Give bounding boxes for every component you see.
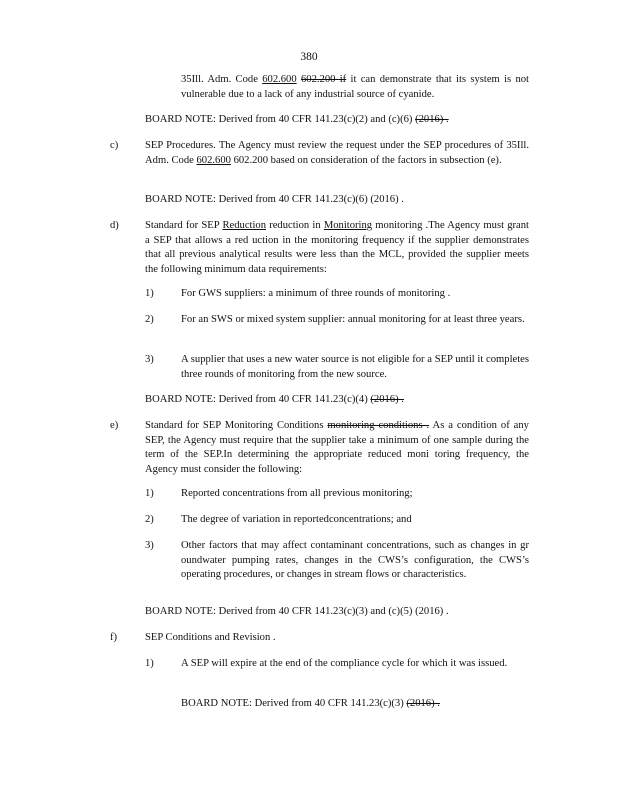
item-number: 3) bbox=[145, 540, 154, 551]
item-number: 2) bbox=[145, 314, 154, 325]
item-number: 1) bbox=[145, 288, 154, 299]
subsection-label-d: d) bbox=[110, 220, 119, 231]
text-segment: SEP Procedures. The Agency must review the request under the SEP procedures of 35Ill. Adm. Code bbox=[145, 140, 529, 166]
subsection-c-text bbox=[145, 139, 529, 168]
intro-text-pre: 35Ill. Adm. Code bbox=[181, 74, 263, 85]
text-segment: Standard for SEP Monitoring Conditions bbox=[145, 420, 328, 431]
page-number: 380 bbox=[300, 51, 318, 63]
board-note-text: BOARD NOTE: Derived from 40 CFR 141.23(c)(3) bbox=[181, 698, 407, 709]
item-number: 1) bbox=[145, 488, 154, 499]
subsection-e-text bbox=[145, 419, 529, 477]
deleted-text: monitoring conditions . bbox=[327, 420, 430, 431]
deleted-text: 602.200 if bbox=[300, 74, 347, 85]
board-note: BOARD NOTE: Derived from 40 CFR 141.23(c)(6) (2016) . bbox=[145, 194, 404, 205]
board-note-text: BOARD NOTE: Derived from 40 CFR 141.23(c)(4) bbox=[145, 394, 371, 405]
intro-text-post: it can demonstrate that its system is not vulnerable due to a lack of any industrial source of cyanide. bbox=[181, 74, 529, 100]
item-text: A SEP will expire at the end of the compliance cycle for which it was issued. bbox=[181, 658, 508, 669]
subsection-d-text bbox=[145, 219, 529, 277]
text-segment: 602.200 based on consideration of the factors in subsection (e). bbox=[230, 154, 502, 166]
subsection-label-f: f) bbox=[110, 632, 118, 643]
subsection-label-c: c) bbox=[110, 140, 119, 151]
item-text: A supplier that uses a new water source is not eligible for a SEP until it completes three rounds of monitoring from the new source. bbox=[181, 354, 529, 380]
subsection-f-heading: SEP Conditions and Revision . bbox=[145, 632, 276, 643]
text-segment: Standard for SEP bbox=[145, 220, 223, 231]
deleted-text: (2016) . bbox=[370, 394, 404, 405]
board-note bbox=[145, 393, 529, 408]
item-text: For an SWS or mixed system supplier: annual monitoring for at least three years. bbox=[181, 314, 525, 325]
item-text: For GWS suppliers: a minimum of three rounds of monitoring . bbox=[181, 288, 451, 299]
item-text: The degree of variation in reportedconcentrations; and bbox=[181, 514, 412, 525]
board-note: BOARD NOTE: Derived from 40 CFR 141.23(c)(3) and (c)(5) (2016) . bbox=[145, 606, 449, 617]
inserted-text: 602.600 bbox=[262, 74, 297, 85]
inserted-text: Reduction bbox=[222, 220, 266, 231]
deleted-text: (2016) . bbox=[406, 698, 440, 709]
text-segment: As a condition of any SEP, the Agency must require that the supplier take a minimum of one sample during the term of the SEP.In determining the appropriate reduced moni toring frequency, the Agency must consider the following: bbox=[145, 420, 529, 475]
item-number: 3) bbox=[145, 354, 154, 365]
board-note bbox=[181, 697, 529, 712]
board-note bbox=[145, 113, 529, 128]
item-text: Other factors that may affect contaminant concentrations, such as changes in gr oundwater pumping rates, changes in the CWS’s configuration, the CWS’s operating procedures, or changes in stream flows or characteristics. bbox=[181, 540, 529, 580]
item-text: Reported concentrations from all previous monitoring; bbox=[181, 488, 413, 499]
subsection-label-e: e) bbox=[110, 420, 119, 431]
text-segment: monitoring .The Agency must grant a SEP that allows a red uction in the monitoring frequency if the supplier demonstrates that all previous analytical results were less than the MCL, provided the supplier meets the following minimum data requirements: bbox=[145, 220, 529, 275]
item-number: 1) bbox=[145, 658, 154, 669]
inserted-text: Monitoring bbox=[323, 220, 373, 231]
intro-paragraph bbox=[181, 73, 529, 102]
text-segment: reduction in bbox=[266, 220, 324, 231]
inserted-text: 602.600 bbox=[196, 154, 231, 166]
board-note-text: BOARD NOTE: Derived from 40 CFR 141.23(c)(2) and (c)(6) bbox=[145, 114, 416, 125]
item-number: 2) bbox=[145, 514, 154, 525]
deleted-text: (2016) . bbox=[415, 114, 449, 125]
